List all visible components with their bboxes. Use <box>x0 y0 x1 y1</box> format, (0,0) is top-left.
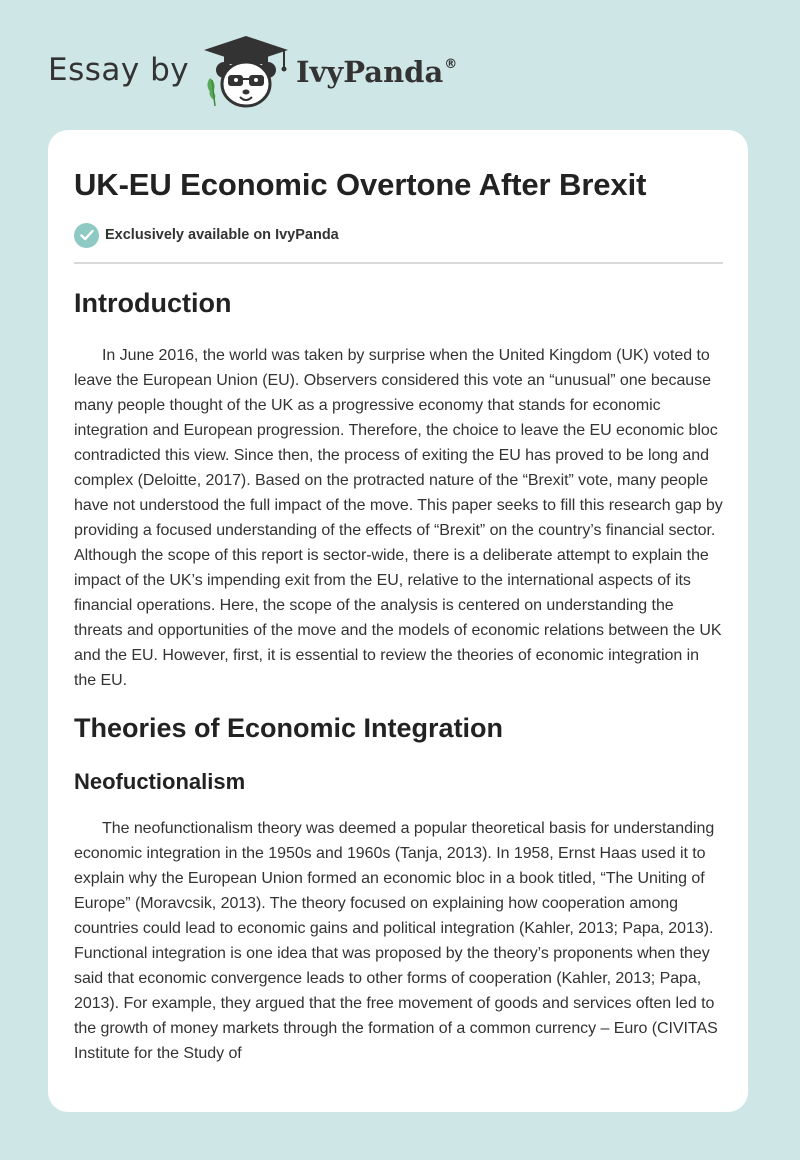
divider <box>74 262 723 264</box>
article-card <box>48 130 748 1112</box>
exclusive-label: Exclusively available on IvyPanda <box>105 227 339 243</box>
exclusive-badge <box>74 222 723 248</box>
paragraph-introduction: In June 2016, the world was taken by surprise when the United Kingdom (UK) voted to leave the European Union (EU). Observers considered this vote an “unusual” one because many people thought of the UK as a progressive economy that stands for economic integration and European progression. Therefore, the choice to leave the EU economic bloc contradicted this view. Since then, the process of exiting the EU has proved to be long and complex (Deloitte, 2017). Based on the protracted nature of the “Brexit” vote, many people have not understood the full impact of the move. This paper seeks to fill this research gap by providing a focused understanding of the effects of “Brexit” on the country’s financial sector. Although the scope of this report is sector-wide, there is a deliberate attempt to explain the impact of the UK’s impending exit from the EU, relative to the international aspects of its financial operations. Here, the scope of the analysis is centered on understanding the threats and opportunities of the move and the models of economic relations between the UK and the EU. However, first, it is essential to review the theories of economic integration in the EU. <box>74 347 723 689</box>
subheading-neofunctionalism: Neofuctionalism <box>74 769 246 794</box>
section-heading-theories: Theories of Economic Integration <box>74 713 504 743</box>
brand-name-text: IvyPanda <box>296 55 444 89</box>
page-title: UK-EU Economic Overtone After Brexit <box>74 167 647 202</box>
registered-mark: ® <box>444 57 458 72</box>
site-header <box>0 0 800 130</box>
essay-by-label: Essay by <box>48 52 190 88</box>
panda-logo-icon[interactable] <box>198 34 294 110</box>
brand-name[interactable] <box>296 55 457 89</box>
section-heading-introduction: Introduction <box>74 288 232 318</box>
paragraph-neofunctionalism: The neofunctionalism theory was deemed a popular theoretical basis for understanding economic integration in the 1950s and 1960s (Tanja, 2013). In 1958, Ernst Haas used it to explain why the European Union formed an economic bloc in a book titled, “The Uniting of Europe” (Moravcsik, 2013). The theory focused on explaining how cooperation among countries could lead to economic gains and political integration (Kahler, 2013; Papa, 2013). Functional integration is one idea that was proposed by the theory’s proponents when they said that economic convergence leads to other forms of cooperation (Kahler, 2013; Papa, 2013). For example, they argued that the free movement of goods and services often led to the growth of money markets through the formation of a common currency – Euro (CIVITAS Institute for the Study of <box>74 820 718 1062</box>
check-icon <box>74 223 99 248</box>
